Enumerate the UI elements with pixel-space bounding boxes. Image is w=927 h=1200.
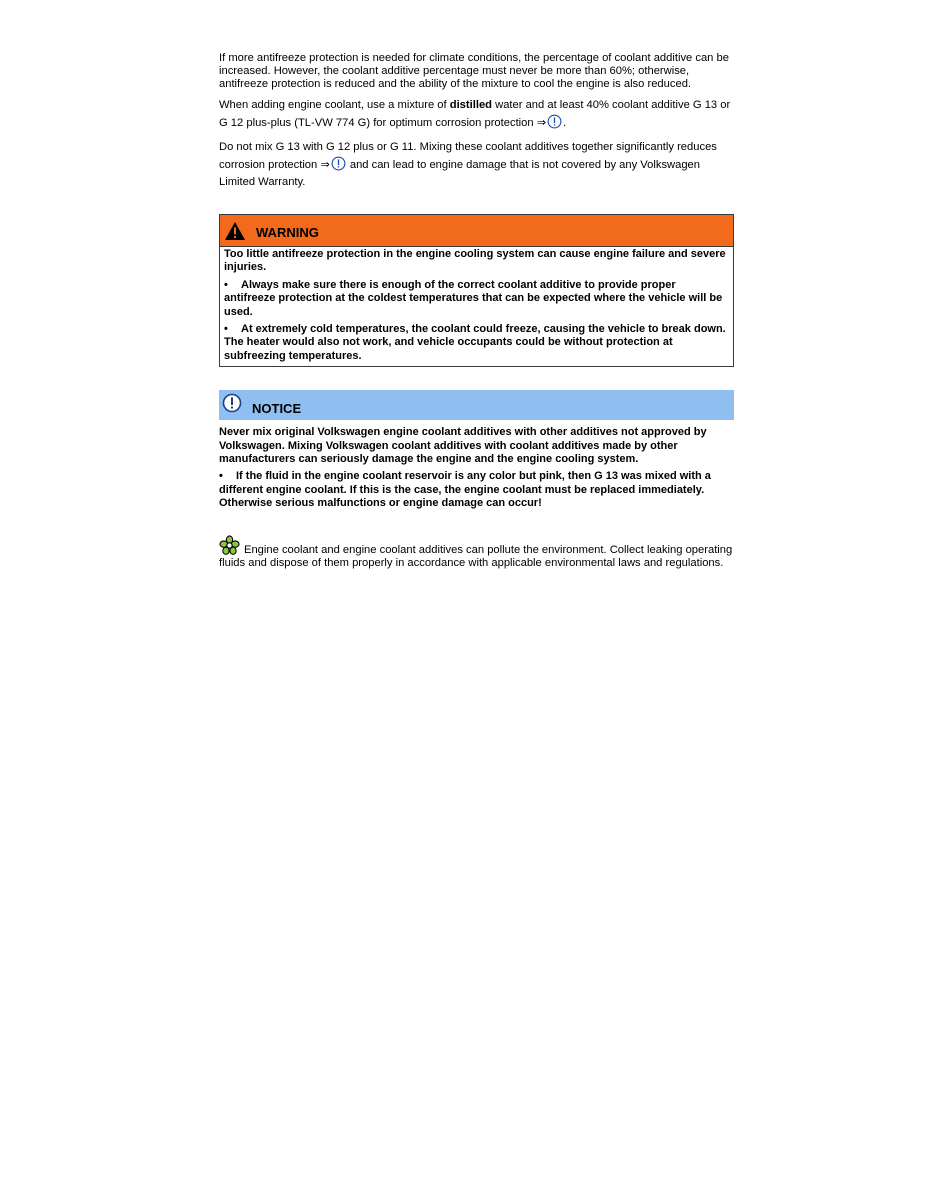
warning-bullet-text: At extremely cold temperatures, the coolant could freeze, causing the vehicle to break down. The heater would also not work, and vehicle occupants could be without protection at subfreezing temperatures. <box>224 323 726 362</box>
notice-title: NOTICE <box>252 400 302 416</box>
warning-bullet-item <box>224 323 729 363</box>
manual-page-content <box>219 52 734 571</box>
notice-intro: Never mix original Volkswagen engine coolant additives with other additives not approved by Volkswagen. Mixing Volkswagen coolant additives with coolant additives made by other manufacturers can seriously damage the engine and the engine cooling system. <box>219 426 707 466</box>
bullet-marker: • <box>224 323 228 336</box>
warning-bullet-text: Always make sure there is enough of the correct coolant additive to provide proper antifreeze protection at the coldest temperatures that can be expected where the vehicle will be used. <box>224 278 723 318</box>
warning-bullet-item <box>224 279 729 319</box>
warning-triangle-icon <box>224 221 246 241</box>
do-not-mix-text-start: Do not mix G 13 with G 12 plus or G 11. Mixing these coolant additives together significantly reduces corrosion protection ⇒ <box>219 141 717 171</box>
environment-text: Engine coolant and engine coolant additives can pollute the environment. Collect leaking operating fluids and dispose of them properly in accordance with applicable environmental laws and regulations. <box>219 543 733 570</box>
notice-header <box>219 390 734 420</box>
notice-bullet-text: If the fluid in the engine coolant reservoir is any color but pink, then G 13 was mixed with a different engine coolant. If this is the case, the engine coolant must be replaced immediately. Otherwise serious malfunctions or engine damage can occur! <box>219 470 711 510</box>
flower-icon <box>219 535 240 556</box>
notice-reference-icon[interactable] <box>331 156 346 171</box>
exclamation-circle-icon <box>222 393 242 413</box>
warning-intro: Too little antifreeze protection in the engine cooling system can cause engine failure and severe injuries. <box>224 248 726 274</box>
bullet-marker: • <box>224 278 228 291</box>
warning-body <box>220 247 733 366</box>
notice-box <box>219 390 734 510</box>
bullet-marker: • <box>219 470 223 483</box>
do-not-mix-paragraph <box>219 139 734 191</box>
warning-header <box>220 215 733 247</box>
notice-bullet-item <box>219 470 734 510</box>
mixture-text-end: . <box>563 117 567 129</box>
warning-title: WARNING <box>256 225 319 240</box>
notice-body <box>219 420 734 510</box>
environment-paragraph <box>219 535 734 571</box>
antifreeze-paragraph: If more antifreeze protection is needed for climate conditions, the percentage of coolant additive can be increased. However, the coolant additive percentage must never be more than 60%; otherwise, antifreeze protection is reduced and the ability of the mixture to cool the engine is also reduced. <box>219 52 729 90</box>
mixture-text-rest: water and at least 40% coolant additive G 13 or G 12 plus-plus (TL-VW 774 G) for optimum corrosion protection ⇒ <box>219 99 731 129</box>
coolant-mixture-paragraph <box>219 97 734 132</box>
notice-reference-icon[interactable] <box>547 114 562 129</box>
warning-box <box>219 214 734 367</box>
distilled-emphasis: distilled <box>449 99 493 111</box>
environment-note <box>219 535 734 571</box>
do-not-mix-text-end: and can lead to engine damage that is not covered by any Volkswagen Limited Warranty. <box>219 159 701 188</box>
mixture-text-start: When adding engine coolant, use a mixture of <box>219 99 450 111</box>
